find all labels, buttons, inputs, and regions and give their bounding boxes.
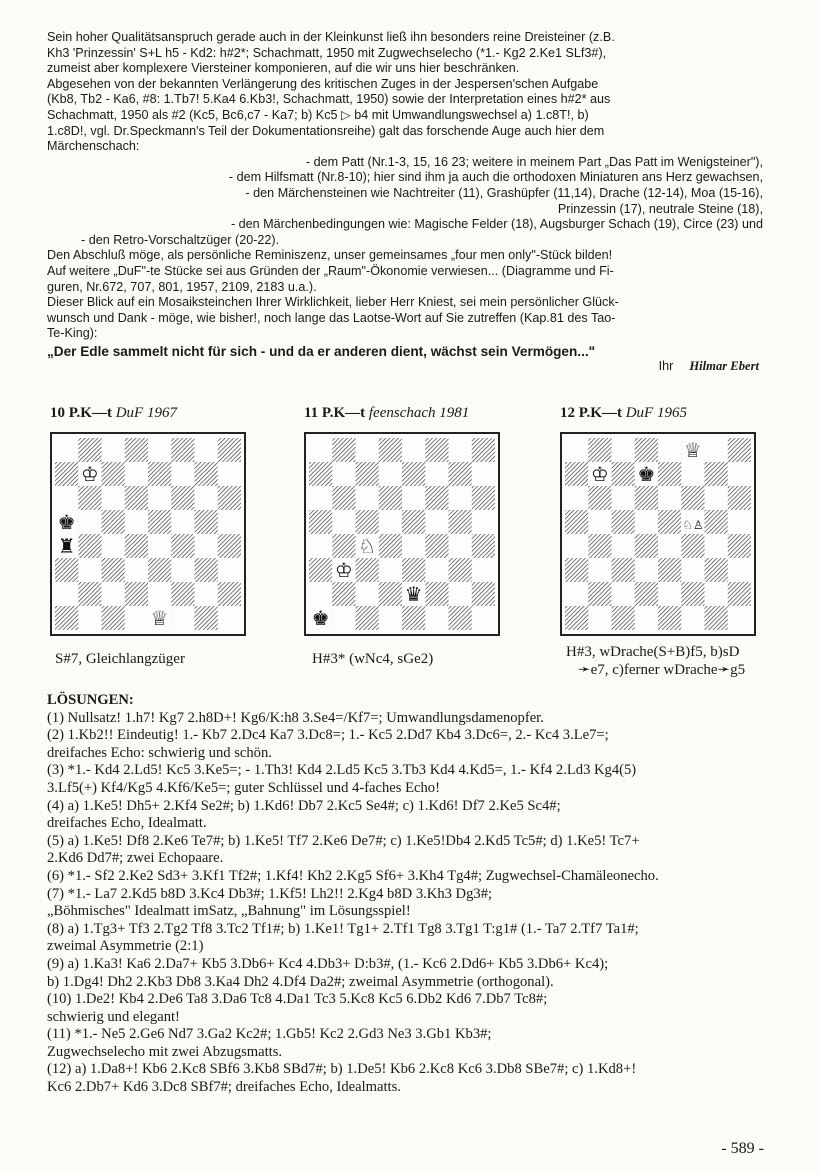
dark-square — [402, 510, 425, 534]
diagram-source: feenschach 1981 — [368, 405, 470, 421]
dark-square — [218, 438, 241, 462]
signature-prefix: Ihr — [658, 359, 674, 374]
diagram-source: DuF 1967 — [115, 405, 177, 421]
intro-line: Den Abschluß möge, als persönliche Reminiszenz, unser gemeinsames „four men only"-Stück bilden! — [47, 248, 613, 263]
solution-line: „Böhmisches" Idealmatt imSatz, „Bahnung" im Lösungsspiel! — [47, 903, 411, 920]
caption-line: ➛e7, c)ferner wDrache➛g5 — [578, 662, 746, 678]
chess-piece: ♚ — [637, 462, 656, 486]
dark-square — [635, 582, 658, 606]
intro-line: Sein hoher Qualitätsanspruch gerade auch in der Kleinkunst ließ ihn besonders reine Dreisteiner (z.B. — [47, 30, 615, 44]
solution-line: (1) Nullsatz! 1.h7! Kg7 2.h8D+! Kg6/K:h8 3.Se4=/Kf7=; Umwandlungsdamenopfer. — [47, 709, 544, 726]
chess-piece: ♔ — [590, 462, 609, 486]
dark-square — [681, 486, 704, 510]
chess-piece: ♛ — [404, 582, 423, 606]
diagram-number: 12 P.K—t — [560, 405, 622, 421]
intro-line: Abgesehen von der bekannten Verlängerung des kritischen Zuges in der Jespersen'schen Aufgabe — [47, 76, 599, 91]
chess-piece: ♘ — [358, 534, 377, 558]
signature-name: Hilmar Ebert — [689, 359, 759, 374]
dark-square — [379, 534, 402, 558]
dark-square — [78, 438, 101, 462]
solution-line: Kc6 2.Db7+ Kd6 3.Dc8 SBf7#; dreifaches Echo, Idealmatts. — [47, 1079, 401, 1096]
dark-square — [425, 486, 448, 510]
dark-square — [102, 558, 125, 582]
dark-square — [635, 438, 658, 462]
intro-line: 1.c8D!, vgl. Dr.Speckmann's Teil der Dokumentationsreihe) galt das forschende Auge auch hier dem — [47, 123, 605, 138]
solution-line: (8) a) 1.Tg3+ Tf3 2.Tg2 Tf8 3.Tc2 Tf1#; b) 1.Ke1! Tg1+ 2.Tf1 Tg8 3.Tg1 T:g1# (1.- Ta7 2.Tf7 Ta1#; — [47, 920, 639, 937]
dark-square — [78, 534, 101, 558]
dark-square — [449, 510, 472, 534]
page-number: - 589 - — [721, 1140, 764, 1157]
dark-square — [379, 486, 402, 510]
diagram-caption — [55, 650, 185, 668]
dark-square — [148, 558, 171, 582]
intro-list-item: - den Märchensteinen wie Nachtreiter (11), Grashüpfer (11,14), Drache (12-14), Moa (15-16), — [245, 185, 763, 200]
dark-square — [472, 486, 495, 510]
dark-square — [102, 510, 125, 534]
diagram-caption — [312, 650, 433, 668]
dark-square — [195, 558, 218, 582]
dark-square — [658, 462, 681, 486]
dark-square — [78, 582, 101, 606]
dark-square — [309, 558, 332, 582]
chess-piece: ♘♙ — [682, 518, 704, 532]
dark-square — [195, 510, 218, 534]
solution-line: schwierig und elegant! — [47, 1008, 180, 1025]
solution-line: (3) *1.- Kd4 2.Ld5! Kc5 3.Ke5=; - 1.Th3! Kd4 2.Ld5 Kc5 3.Tb3 Kd4 4.Kd5=, 1.- Kf4 2.Ld3 Kg4(5) — [47, 762, 637, 779]
intro-line: Auf weitere „DuF"-te Stücke sei aus Gründen der „Raum"-Ökonomie verwiesen... (Diagramme und Fi- — [47, 263, 614, 278]
dark-square — [218, 534, 241, 558]
intro-text — [47, 30, 763, 375]
intro-line: Märchenschach: — [47, 139, 140, 154]
intro-line: Schachmatt, 1950 als #2 (Kc5, Bc6,c7 - Ka7; b) Kc5 ▷ b4 mit Umwandlungswechsel a) 1.c8T!, b) — [47, 107, 589, 122]
dark-square — [658, 510, 681, 534]
chess-board — [50, 432, 246, 636]
dark-square — [588, 534, 611, 558]
dark-square — [171, 582, 194, 606]
dark-square — [728, 534, 751, 558]
solutions — [47, 692, 767, 1097]
intro-line: Kh3 'Prinzessin' S+L h5 - Kd2: h#2*; Schachmatt, 1950 mit Zugwechselecho (*1.- Kg2 2.Ke1 SLf3#), — [47, 45, 607, 60]
dark-square — [125, 534, 148, 558]
intro-list-item: - den Retro-Vorschaltzüger (20-22). — [81, 232, 280, 247]
chess-piece: ♔ — [80, 462, 99, 486]
dark-square — [55, 558, 78, 582]
diagram-title — [50, 405, 177, 422]
solution-line: (9) a) 1.Ka3! Ka6 2.Da7+ Kb5 3.Db6+ Kc4 4.Db3+ D:b3#, (1.- Kc6 2.Dd6+ Kb5 3.Db6+ Kc4); — [47, 955, 609, 972]
solution-line: (6) *1.- Sf2 2.Ke2 Sd3+ 3.Kf1 Tf2#; 1.Kf4! Kh2 2.Kg5 Sf6+ 3.Kh4 Tg4#; Zugwechsel-Chamäleonecho. — [47, 867, 659, 884]
dark-square — [332, 534, 355, 558]
dark-square — [356, 462, 379, 486]
dark-square — [612, 462, 635, 486]
solution-line: 2.Kd6 Dd7#; zwei Echopaare. — [47, 850, 224, 867]
dark-square — [472, 438, 495, 462]
dark-square — [402, 462, 425, 486]
dark-square — [425, 582, 448, 606]
dark-square — [635, 534, 658, 558]
dark-square — [565, 606, 588, 630]
solutions-list — [47, 710, 767, 1097]
dark-square — [728, 486, 751, 510]
intro-list-item: - dem Patt (Nr.1-3, 15, 16 23; weitere in meinem Part „Das Patt im Wenigsteiner"), — [305, 154, 763, 169]
dark-square — [379, 582, 402, 606]
dark-square — [379, 438, 402, 462]
diagram-caption — [566, 643, 745, 679]
dark-square — [402, 606, 425, 630]
dark-square — [658, 606, 681, 630]
board-svg — [565, 438, 751, 630]
dark-square — [148, 510, 171, 534]
intro-line: wunsch und Dank - möge, wie bisher!, noch lange das Laotse-Wort auf Sie zutreffen (Kap.81 des Tao- — [47, 310, 616, 325]
caption-line: H#3, wDrache(S+B)f5, b)sD — [566, 644, 740, 660]
dark-square — [588, 438, 611, 462]
dark-square — [125, 582, 148, 606]
dark-square — [612, 606, 635, 630]
dark-square — [402, 558, 425, 582]
chess-piece: ♚ — [311, 606, 330, 630]
dark-square — [55, 462, 78, 486]
dark-square — [635, 486, 658, 510]
laotse-quote: „Der Edle sammelt nicht für sich - und da er anderen dient, wächst sein Vermögen..." — [47, 343, 596, 359]
intro-line: zumeist aber komplexere Viersteiner komponieren, auf die wir uns hier beschränken. — [47, 61, 520, 76]
chess-piece: ♕ — [150, 606, 169, 630]
signature — [47, 359, 759, 375]
dark-square — [705, 606, 728, 630]
dark-square — [472, 534, 495, 558]
dark-square — [309, 462, 332, 486]
dark-square — [171, 438, 194, 462]
solution-line: dreifaches Echo: schwierig und schön. — [47, 744, 272, 761]
solution-line: 3.Lf5(+) Kf4/Kg5 4.Kf6/Ke5=; guter Schlüssel und 4-faches Echo! — [47, 779, 440, 796]
chess-piece: ♜ — [57, 534, 76, 558]
chess-piece: ♕ — [683, 438, 702, 462]
solution-line: zweimal Asymmetrie (2:1) — [47, 938, 204, 955]
dark-square — [728, 582, 751, 606]
intro-line: Te-King): — [47, 326, 98, 341]
dark-square — [332, 486, 355, 510]
dark-square — [356, 558, 379, 582]
solution-line: (4) a) 1.Ke5! Dh5+ 2.Kf4 Se2#; b) 1.Kd6! Db7 2.Kc5 Se4#; c) 1.Kd6! Df7 2.Ke5 Sc4#; — [47, 797, 561, 814]
intro-list-item: - dem Hilfsmatt (Nr.8-10); hier sind ihm ja auch die orthodoxen Miniaturen ans Herz gewachsen, — [228, 170, 763, 185]
dark-square — [588, 582, 611, 606]
dark-square — [565, 558, 588, 582]
dark-square — [195, 462, 218, 486]
dark-square — [449, 606, 472, 630]
dark-square — [681, 582, 704, 606]
intro-line: Dieser Blick auf ein Mosaiksteinchen Ihrer Wirklichkeit, lieber Herr Kniest, sei mein persönlicher Glück- — [47, 295, 619, 310]
chess-board — [304, 432, 500, 636]
dark-square — [449, 462, 472, 486]
caption-line: H#3* (wNc4, sGe2) — [312, 651, 434, 667]
diagram-title — [304, 405, 469, 422]
intro-line: guren, Nr.672, 707, 801, 1957, 2109, 2183 u.a.). — [47, 279, 317, 294]
dark-square — [125, 438, 148, 462]
chess-piece: ♔ — [334, 558, 353, 582]
dark-square — [309, 510, 332, 534]
dark-square — [705, 510, 728, 534]
dark-square — [55, 606, 78, 630]
dark-square — [612, 510, 635, 534]
dark-square — [356, 606, 379, 630]
dark-square — [332, 582, 355, 606]
solution-line: (12) a) 1.Da8+! Kb6 2.Kc8 SBf6 3.Kb8 SBd7#; b) 1.De5! Kb6 2.Kc8 Kc6 3.Db8 SBe7#; c) 1.Kd8+! — [47, 1061, 637, 1078]
solution-line: dreifaches Echo, Idealmatt. — [47, 815, 207, 832]
dark-square — [356, 510, 379, 534]
solution-line: Zugwechselecho mit zwei Abzugsmatts. — [47, 1043, 283, 1060]
solution-line: (5) a) 1.Ke5! Df8 2.Ke6 Te7#; b) 1.Ke5! Tf7 2.Ke6 De7#; c) 1.Ke5!Db4 2.Kd5 Tc5#; d) 1.Ke5! Tc7+ — [47, 832, 640, 849]
dark-square — [425, 438, 448, 462]
intro-line: (Kb8, Tb2 - Ka6, #8: 1.Tb7! 5.Ka4 6.Kb3!, Schachmatt, 1950) sowie der Interpretation eines h#2* aus — [47, 92, 611, 107]
dark-square — [102, 606, 125, 630]
dark-square — [171, 486, 194, 510]
diagram-number: 11 P.K—t — [304, 405, 366, 421]
chess-piece: ♚ — [57, 510, 76, 534]
dark-square — [125, 486, 148, 510]
dark-square — [588, 486, 611, 510]
dark-square — [728, 438, 751, 462]
dark-square — [565, 510, 588, 534]
dark-square — [612, 558, 635, 582]
dark-square — [195, 606, 218, 630]
chess-board — [560, 432, 756, 636]
dark-square — [472, 582, 495, 606]
dark-square — [148, 462, 171, 486]
diagram-source: DuF 1965 — [625, 405, 687, 421]
intro-list-item: Prinzessin (17), neutrale Steine (18), — [557, 201, 763, 216]
board-svg — [55, 438, 241, 630]
dark-square — [705, 558, 728, 582]
dark-square — [449, 558, 472, 582]
dark-square — [565, 462, 588, 486]
dark-square — [658, 558, 681, 582]
dark-square — [705, 462, 728, 486]
dark-square — [425, 534, 448, 558]
solution-line: b) 1.Dg4! Dh2 2.Kb3 Db8 3.Ka4 Dh2 4.Df4 Da2#; zweimal Asymmetrie (orthogonal). — [47, 973, 554, 990]
dark-square — [218, 582, 241, 606]
intro-list-item: - den Märchenbedingungen wie: Magische Felder (18), Augsburger Schach (19), Circe (23) und — [230, 217, 763, 232]
dark-square — [681, 534, 704, 558]
diagram-title — [560, 405, 687, 422]
dark-square — [78, 486, 101, 510]
dark-square — [102, 462, 125, 486]
solution-line: (10) 1.De2! Kb4 2.De6 Ta8 3.Da6 Tc8 4.Da1 Tc3 5.Kc8 Kc5 6.Db2 Kd6 7.Db7 Tc8#; — [47, 991, 548, 1008]
dark-square — [332, 438, 355, 462]
board-svg — [309, 438, 495, 630]
diagram-number: 10 P.K—t — [50, 405, 112, 421]
solution-line: (2) 1.Kb2!! Eindeutig! 1.- Kb7 2.Dc4 Ka7 3.Dc8=; 1.- Kc5 2.Dd7 Kb4 3.Dc6=, 2.- Kc4 3.Le7=; — [47, 727, 609, 744]
dark-square — [171, 534, 194, 558]
solution-line: (7) *1.- La7 2.Kd5 b8D 3.Kc4 Db3#; 1.Kf5! Lh2!! 2.Kg4 b8D 3.Kh3 Dg3#; — [47, 885, 493, 902]
solution-line: (11) *1.- Ne5 2.Ge6 Nd7 3.Ga2 Kc2#; 1.Gb5! Kc2 2.Gd3 Ne3 3.Gb1 Kb3#; — [47, 1026, 492, 1043]
caption-line: S#7, Gleichlangzüger — [55, 651, 185, 667]
solutions-title: LÖSUNGEN: — [47, 692, 134, 708]
dark-square — [218, 486, 241, 510]
